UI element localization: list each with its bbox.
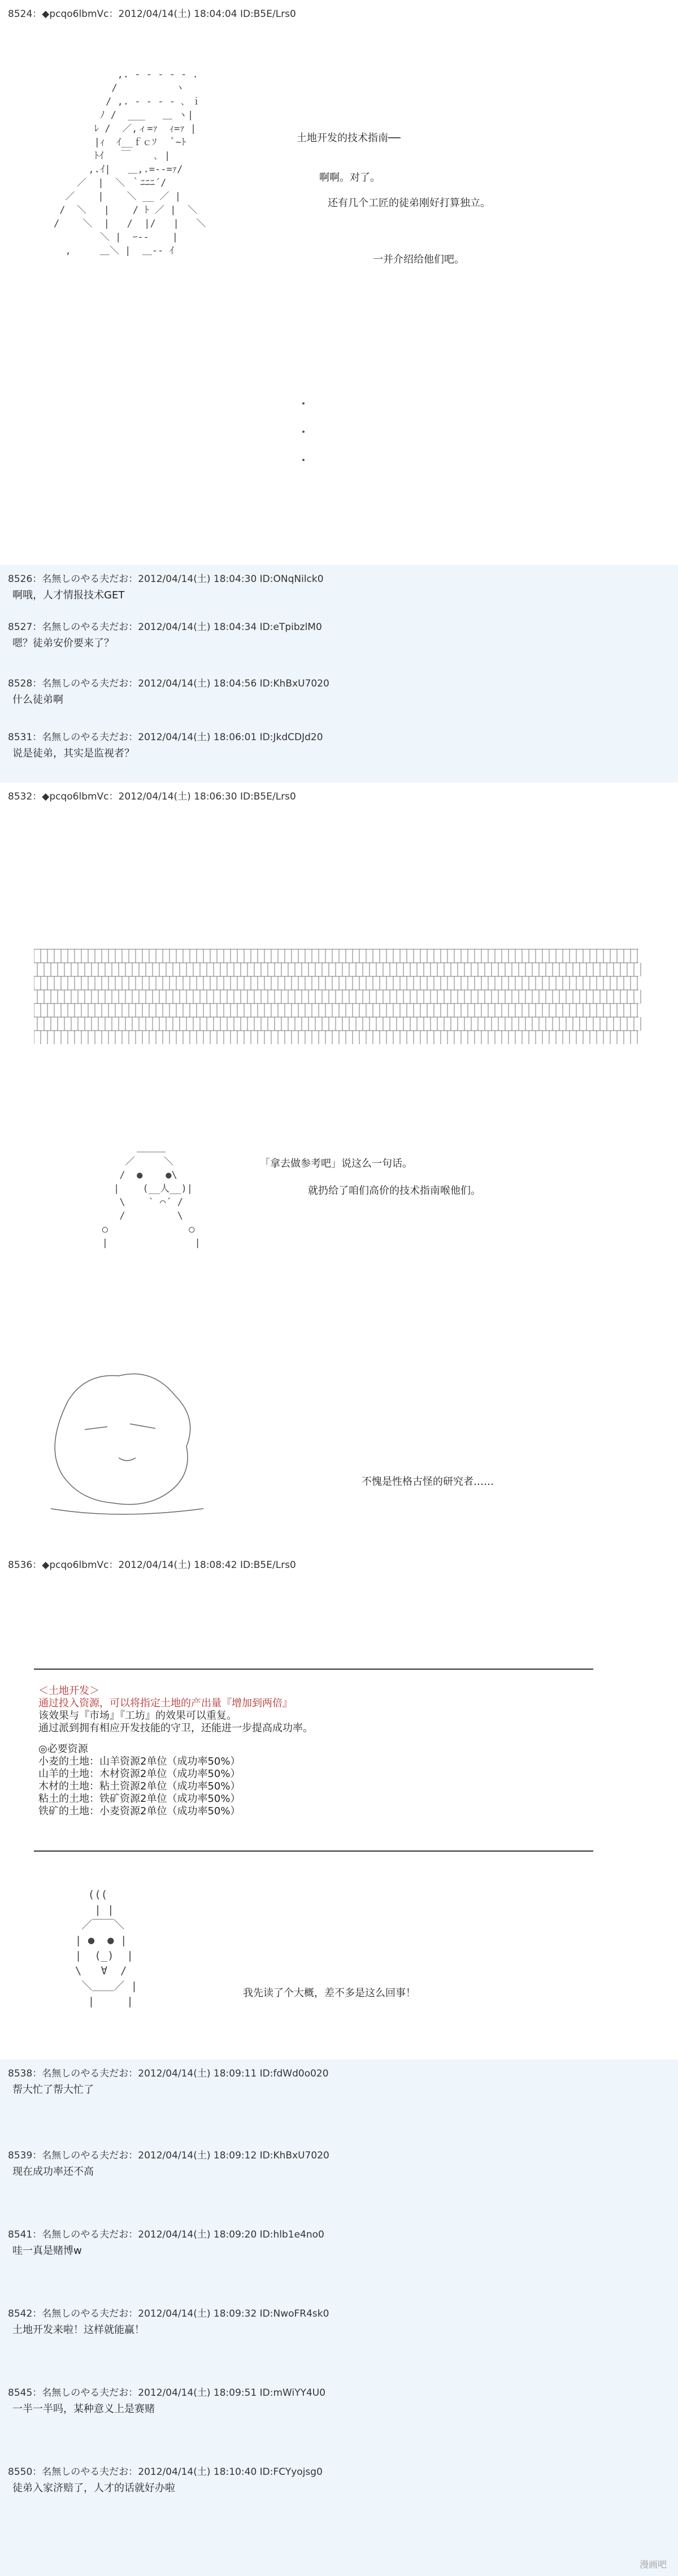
post-body: 啊哦，人才情报技术GET bbox=[12, 589, 125, 601]
dialogue-line: 还有几个工匠的徒弟刚好打算独立。 bbox=[328, 197, 490, 209]
post-8527 bbox=[0, 613, 678, 670]
post-header: 8532：◆pcqo6lbmVc：2012/04/14(土) 18:06:30 ID:B5E/Lrs0 bbox=[8, 791, 296, 802]
dialogue-line: 「拿去做参考吧」说这么一句话。 bbox=[260, 1158, 412, 1170]
post-body: 嗯？徒弟安价要来了？ bbox=[12, 637, 114, 649]
ascii-art-yaruo-thumbsup: ((( | | ／￣￣＼ | ● ● | | (_) | \ ∀ / ＼＿＿／ | | | bbox=[75, 1888, 138, 2008]
post-body: 哇一真是赌博w bbox=[12, 2245, 82, 2257]
post-header: 8550：名無しのやる夫だお：2012/04/14(土) 18:10:40 ID:FCYyojsg0 bbox=[8, 2466, 323, 2478]
post-body: 土地开发来啦！这样就能赢！ bbox=[12, 2324, 145, 2336]
post-8545 bbox=[0, 2379, 678, 2458]
dialogue-line: 不愧是性格古怪的研究者…… bbox=[362, 1476, 494, 1488]
info-title: ＜土地开发＞ bbox=[38, 1685, 99, 1697]
ellipsis-dot bbox=[302, 459, 305, 461]
req-line: 木材的土地：粘土资源2单位（成功率50%） bbox=[38, 1780, 241, 1792]
ellipsis-dot bbox=[302, 402, 305, 405]
post-8538 bbox=[0, 2060, 678, 2141]
dialogue-line: 土地开发的技术指南── bbox=[297, 132, 401, 144]
dialogue-line: 就扔给了咱们高价的技术指南喉他们。 bbox=[308, 1185, 481, 1197]
post-header: 8541：名無しのやる夫だお：2012/04/14(土) 18:09:20 ID:hlb1e4no0 bbox=[8, 2229, 324, 2240]
post-8528 bbox=[0, 670, 678, 723]
ascii-art-researcher bbox=[34, 1350, 220, 1526]
post-header: 8536：◆pcqo6lbmVc：2012/04/14(土) 18:08:42 ID:B5E/Lrs0 bbox=[8, 1559, 296, 1571]
post-8531 bbox=[0, 723, 678, 783]
req-line: 小麦的土地：山羊资源2单位（成功率50%） bbox=[38, 1756, 241, 1767]
req-line: 山羊的土地：木材资源2单位（成功率50%） bbox=[38, 1768, 241, 1780]
post-8541 bbox=[0, 2221, 678, 2300]
post-header: 8524：◆pcqo6lbmVc：2012/04/14(土) 18:04:04 ID:B5E/Lrs0 bbox=[8, 8, 296, 20]
info-line: 该效果与『市场』『工坊』的效果可以重复。 bbox=[38, 1710, 237, 1722]
req-title: ◎必要资源 bbox=[38, 1743, 88, 1755]
req-line: 粘土的土地：铁矿资源2单位（成功率50%） bbox=[38, 1793, 241, 1805]
post-header: 8542：名無しのやる夫だお：2012/04/14(土) 18:09:32 ID:NwoFR4sk0 bbox=[8, 2308, 329, 2319]
dialogue-line: 一并介绍给他们吧。 bbox=[373, 254, 464, 266]
ascii-art-yaruo: ＿＿＿ ／ ＼ / ● ●\ | (__人__)| \ ` ⌒´ / / \ ○ ○ | | bbox=[102, 1143, 201, 1249]
wall-art bbox=[34, 944, 644, 1057]
post-body: 徒弟入家济赔了，人才的话就好办啦 bbox=[12, 2482, 175, 2494]
post-body: 说是徒弟，其实是监视者？ bbox=[12, 748, 134, 759]
post-body: 一半一半吗，某种意义上是赛赌 bbox=[12, 2403, 155, 2415]
post-header: 8527：名無しのやる夫だお：2012/04/14(土) 18:04:34 ID:eTpibzlM0 bbox=[8, 622, 322, 633]
post-8526 bbox=[0, 565, 678, 613]
post-8550 bbox=[0, 2458, 678, 2576]
dialogue-line: 啊啊。对了。 bbox=[319, 172, 380, 184]
post-body: 帮大忙了帮大忙了 bbox=[12, 2084, 94, 2096]
post-8542 bbox=[0, 2300, 678, 2379]
dialogue-line: 我先读了个大概，差不多是这么回事！ bbox=[243, 1987, 416, 1999]
post-header: 8539：名無しのやる夫だお：2012/04/14(土) 18:09:12 ID:KhBxU7020 bbox=[8, 2150, 329, 2161]
info-line: 通过投入资源，可以将指定土地的产出量『增加到两倍』 bbox=[38, 1697, 293, 1709]
post-body: 什么徒弟啊 bbox=[12, 694, 63, 706]
post-body: 现在成功率还不高 bbox=[12, 2166, 94, 2178]
post-header: 8526：名無しのやる夫だお：2012/04/14(土) 18:04:30 ID:ONqNilck0 bbox=[8, 574, 324, 585]
post-header: 8531：名無しのやる夫だお：2012/04/14(土) 18:06:01 ID:JkdCDJd20 bbox=[8, 732, 323, 743]
ascii-art-character: ,. ‐ ‐ ‐ ‐ - . / ヽ / ,. ‐ ‐ ‐ ‐ ､ ｉ ﾉ / ___ ＿ ヽ| ﾚ / ／,ィ=ｧ ｨ=ｧ | |ｨ ｲ__ｆｃｿ ﾟ~ﾄ ﾄｲ ￣ ､ | ,.ｲ| ＿,.=‐‐=ｧ/ ／ | ＼ ｀ﾆﾆﾆ´/ ／ | ＼ __ ／ | / ＼ | / ﾄ ／ | ＼ / ＼ | / |/ | ＼ ＼ | ｰ‐- | , ＿＼ | ＿‐‐ ｲ bbox=[54, 69, 206, 257]
post-header: 8528：名無しのやる夫だお：2012/04/14(土) 18:04:56 ID:KhBxU7020 bbox=[8, 678, 329, 689]
post-8539 bbox=[0, 2141, 678, 2221]
ellipsis-dot bbox=[302, 431, 305, 433]
info-line: 通过派到拥有相应开发技能的守卫，还能进一步提高成功率。 bbox=[38, 1722, 313, 1734]
watermark: 漫画吧 bbox=[639, 2559, 667, 2570]
post-header: 8538：名無しのやる夫だお：2012/04/14(土) 18:09:11 ID:fdWd0o020 bbox=[8, 2068, 329, 2079]
req-line: 铁矿的土地：小麦资源2单位（成功率50%） bbox=[38, 1805, 241, 1817]
divider bbox=[34, 1850, 593, 1852]
divider bbox=[34, 1669, 593, 1670]
post-header: 8545：名無しのやる夫だお：2012/04/14(土) 18:09:51 ID:mWiYY4U0 bbox=[8, 2387, 326, 2399]
